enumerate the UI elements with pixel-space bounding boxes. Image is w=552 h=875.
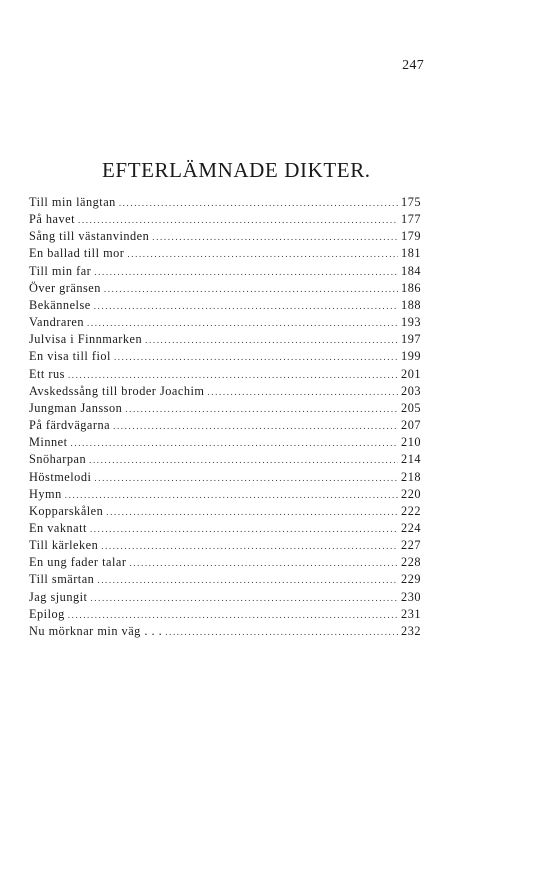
toc-entry bbox=[29, 400, 421, 417]
toc-dot-leader bbox=[106, 504, 398, 521]
toc-dot-leader bbox=[127, 246, 398, 263]
toc-entry-page: 214 bbox=[401, 452, 421, 467]
toc-entry-title: En vaknatt bbox=[29, 520, 87, 535]
toc-entry bbox=[29, 211, 421, 228]
toc-dot-leader bbox=[125, 401, 398, 418]
toc-entry bbox=[29, 554, 421, 571]
toc-entry bbox=[29, 228, 421, 245]
toc-entry bbox=[29, 194, 421, 211]
toc-entry-page: 232 bbox=[401, 623, 421, 638]
toc-entry bbox=[29, 434, 421, 451]
toc-dot-leader bbox=[68, 367, 398, 384]
toc-entry-page: 229 bbox=[401, 572, 421, 587]
toc-entry-page: 186 bbox=[401, 280, 421, 295]
toc-entry-title: Julvisa i Finnmarken bbox=[29, 332, 143, 347]
toc-entry bbox=[29, 451, 421, 468]
toc-entry-title: Hymn bbox=[29, 486, 62, 501]
toc-dot-leader bbox=[94, 264, 398, 281]
toc-dot-leader bbox=[101, 538, 398, 555]
toc-entry bbox=[29, 348, 421, 365]
toc-dot-leader bbox=[114, 349, 398, 366]
toc-entry bbox=[29, 366, 421, 383]
section-title: EFTERLÄMNADE DIKTER. bbox=[102, 158, 371, 182]
toc-entry-title: Över gränsen bbox=[29, 280, 101, 295]
toc-dot-leader bbox=[97, 572, 398, 589]
toc-entry-page: 205 bbox=[401, 400, 421, 415]
toc-entry bbox=[29, 245, 421, 262]
toc-entry-page: 197 bbox=[401, 332, 421, 347]
toc-entry-title: Bekännelse bbox=[29, 297, 91, 312]
toc-dot-leader bbox=[104, 281, 398, 298]
toc-entry-page: 177 bbox=[401, 212, 421, 227]
toc-dot-leader bbox=[87, 315, 398, 332]
toc-entry-title: Ett rus bbox=[29, 366, 65, 381]
toc-entry bbox=[29, 417, 421, 434]
toc-entry-title: På havet bbox=[29, 212, 76, 227]
toc-entry-page: 228 bbox=[401, 555, 421, 570]
toc-dot-leader bbox=[113, 418, 398, 435]
toc-dot-leader bbox=[165, 624, 398, 641]
toc-dot-leader bbox=[90, 590, 398, 607]
toc-dot-leader bbox=[94, 470, 398, 487]
toc-entry bbox=[29, 623, 421, 640]
toc-entry-page: 227 bbox=[401, 538, 421, 553]
toc-entry bbox=[29, 520, 421, 537]
toc-dot-leader bbox=[119, 195, 398, 212]
toc-entry-page: 179 bbox=[401, 229, 421, 244]
toc-entry-page: 184 bbox=[401, 263, 421, 278]
toc-dot-leader bbox=[78, 212, 398, 229]
toc-dot-leader bbox=[89, 452, 398, 469]
toc-entry bbox=[29, 314, 421, 331]
toc-entry-title: En ung fader talar bbox=[29, 555, 127, 570]
toc-entry-title: Höstmelodi bbox=[29, 469, 92, 484]
toc-entry-title: Till min längtan bbox=[29, 195, 116, 209]
toc-dot-leader bbox=[71, 435, 398, 452]
toc-entry bbox=[29, 537, 421, 554]
toc-entry-title: Snöharpan bbox=[29, 452, 87, 467]
toc-entry-page: 207 bbox=[401, 418, 421, 433]
toc-entry-page: 230 bbox=[401, 589, 421, 604]
toc-entry bbox=[29, 263, 421, 280]
toc-entry bbox=[29, 571, 421, 588]
toc-entry-page: 218 bbox=[401, 469, 421, 484]
toc-entry-title: En ballad till mor bbox=[29, 246, 125, 261]
toc-entry-title: Nu mörknar min väg . . . bbox=[29, 623, 163, 638]
toc-entry-title: På färdvägarna bbox=[29, 418, 111, 433]
toc-dot-leader bbox=[65, 487, 398, 504]
page-number: 247 bbox=[402, 58, 424, 73]
toc-dot-leader bbox=[129, 555, 398, 572]
toc-entry bbox=[29, 383, 421, 400]
toc-entry bbox=[29, 331, 421, 348]
toc-entry-title: Till kärleken bbox=[29, 538, 99, 553]
toc-dot-leader bbox=[94, 298, 398, 315]
toc-entry bbox=[29, 469, 421, 486]
toc-entry-title: Vandraren bbox=[29, 315, 85, 330]
toc-entry-page: 222 bbox=[401, 503, 421, 518]
toc-entry-page: 203 bbox=[401, 383, 421, 398]
toc-dot-leader bbox=[145, 332, 398, 349]
toc-entry-page: 175 bbox=[401, 195, 421, 209]
toc-entry-title: Till smärtan bbox=[29, 572, 95, 587]
toc-entry-page: 188 bbox=[401, 297, 421, 312]
table-of-contents bbox=[29, 194, 421, 640]
toc-entry-title: Sång till västanvinden bbox=[29, 229, 150, 244]
toc-entry bbox=[29, 606, 421, 623]
toc-entry-title: En visa till fiol bbox=[29, 349, 111, 364]
toc-entry-page: 231 bbox=[401, 606, 421, 621]
toc-entry-page: 210 bbox=[401, 435, 421, 450]
toc-entry-page: 193 bbox=[401, 315, 421, 330]
toc-entry-page: 201 bbox=[401, 366, 421, 381]
toc-dot-leader bbox=[152, 229, 398, 246]
toc-entry-title: Epilog bbox=[29, 606, 65, 621]
toc-entry-page: 220 bbox=[401, 486, 421, 501]
toc-entry-title: Minnet bbox=[29, 435, 68, 450]
toc-entry-title: Jag sjungit bbox=[29, 589, 88, 604]
toc-dot-leader bbox=[207, 384, 398, 401]
toc-entry bbox=[29, 486, 421, 503]
toc-entry-page: 224 bbox=[401, 520, 421, 535]
toc-entry bbox=[29, 280, 421, 297]
toc-entry bbox=[29, 589, 421, 606]
toc-entry-title: Avskedssång till broder Joachim bbox=[29, 383, 205, 398]
toc-entry bbox=[29, 503, 421, 520]
toc-dot-leader bbox=[68, 607, 398, 624]
toc-entry-title: Till min far bbox=[29, 263, 92, 278]
toc-entry-title: Kopparskålen bbox=[29, 503, 104, 518]
toc-entry-title: Jungman Jansson bbox=[29, 400, 123, 415]
toc-entry bbox=[29, 297, 421, 314]
toc-dot-leader bbox=[90, 521, 398, 538]
toc-entry-page: 181 bbox=[401, 246, 421, 261]
toc-entry-page: 199 bbox=[401, 349, 421, 364]
